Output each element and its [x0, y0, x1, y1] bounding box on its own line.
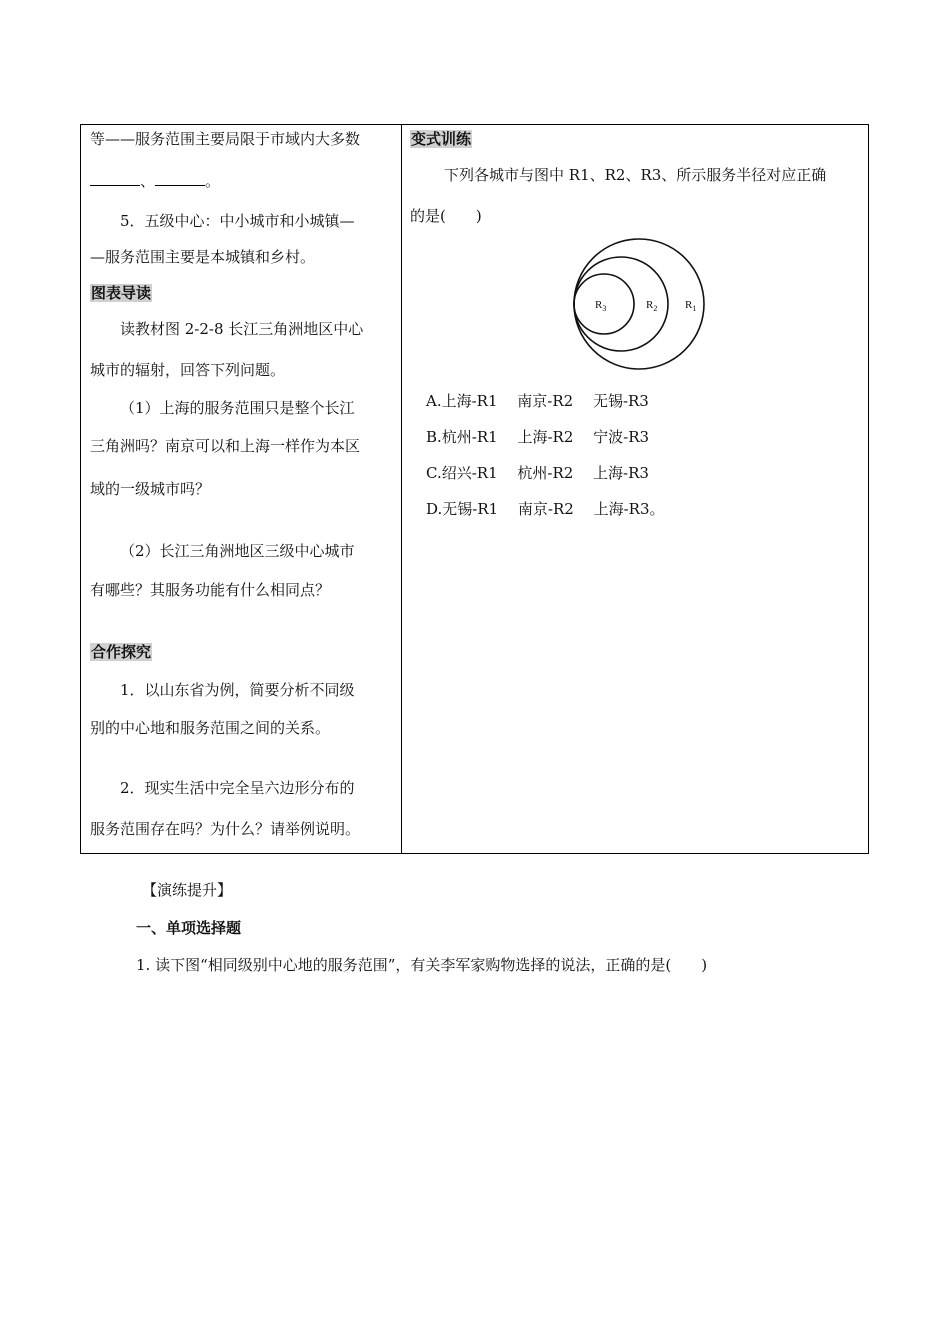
- label-r2: $R_2$: [646, 299, 658, 313]
- left-line-4: —服务范围主要是本城镇和乡村。: [90, 248, 316, 266]
- left-line-3: 5．五级中心：中小城市和小城镇—: [120, 212, 355, 230]
- practice-section-title: 【演练提升】: [142, 881, 233, 899]
- single-choice-heading: 一、单项选择题: [136, 919, 242, 937]
- variant-question-line-1: 下列各城市与图中 R1、R2、R3、所示服务半径对应正确: [444, 166, 827, 184]
- explore-2-line-1: 2．现实生活中完全呈六边形分布的: [120, 779, 355, 797]
- explore-1-line-2: 别的中心地和服务范围之间的关系。: [90, 719, 331, 737]
- section-heading-cooperation: 合作探究: [91, 643, 152, 661]
- service-radius-diagram: [571, 237, 707, 372]
- label-r3: $R_3$: [595, 299, 607, 313]
- left-line-5: 读教材图 2-2-8 长江三角洲地区中心: [120, 320, 364, 338]
- choice-question-1: 1. 读下图“相同级别中心地的服务范围”，有关李军家购物选择的说法，正确的是( ): [136, 956, 708, 974]
- fill-blank-1[interactable]: [90, 171, 140, 186]
- option-b[interactable]: B.杭州-R1 上海-R2 宁波-R3: [426, 428, 650, 446]
- question-1-line-3: 域的一级城市吗？: [90, 480, 211, 498]
- left-line-1: 等——服务范围主要局限于市域内大多数: [90, 130, 361, 148]
- section-heading-chart-reading: 图表导读: [91, 284, 152, 302]
- label-r1: $R_1$: [685, 299, 697, 313]
- option-a[interactable]: A.上海-R1 南京-R2 无锡-R3: [426, 392, 649, 410]
- column-divider: [401, 125, 402, 853]
- explore-2-line-2: 服务范围存在吗？为什么？请举例说明。: [90, 820, 361, 838]
- content-table: [80, 124, 869, 854]
- option-d[interactable]: D.无锡-R1 南京-R2 上海-R3。: [426, 500, 665, 518]
- question-2-line-2: 有哪些？其服务功能有什么相同点？: [90, 581, 331, 599]
- question-1-line-1: （1）上海的服务范围只是整个长江: [120, 399, 355, 417]
- section-heading-variant-training: 变式训练: [411, 130, 472, 148]
- left-line-6: 城市的辐射，回答下列问题。: [90, 361, 286, 379]
- fill-blank-2[interactable]: [155, 171, 205, 186]
- explore-1-line-1: 1．以山东省为例，简要分析不同级: [120, 681, 355, 699]
- left-line-2: 、 。: [90, 171, 220, 191]
- option-c[interactable]: C.绍兴-R1 杭州-R2 上海-R3: [426, 464, 649, 482]
- question-2-line-1: （2）长江三角洲地区三级中心城市: [120, 542, 355, 560]
- question-1-line-2: 三角洲吗？南京可以和上海一样作为本区: [90, 437, 361, 455]
- variant-question-line-2: 的是( ): [410, 207, 482, 225]
